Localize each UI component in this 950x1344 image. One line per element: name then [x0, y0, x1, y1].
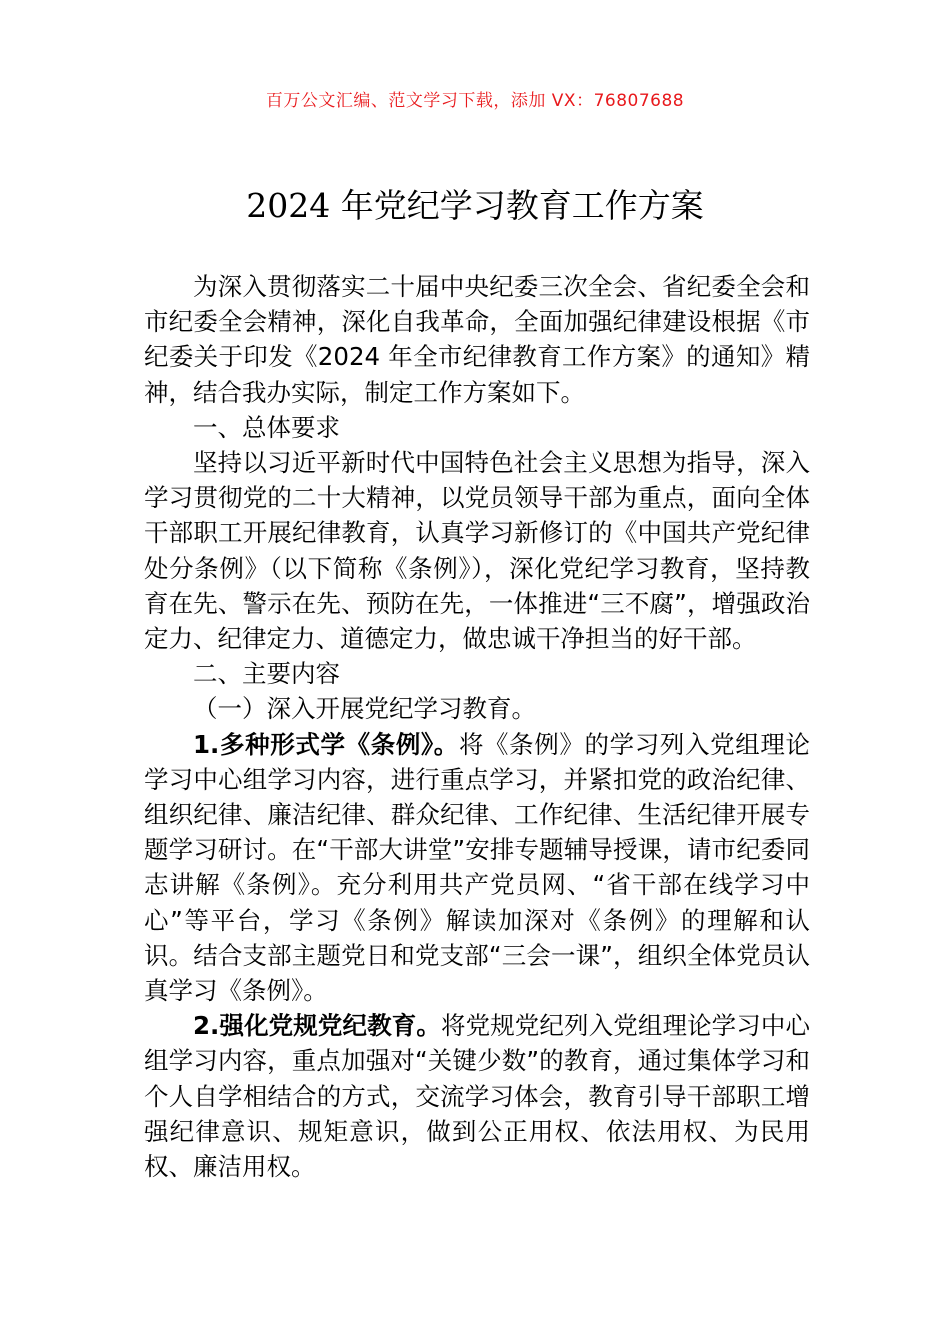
item-2-text: 将党规党纪列入党组理论学习中心组学习内容，重点加强对“关键少数”的教育，通过集体学习和个人自学相结合的方式，交流学习体会，教育引导干部职工增强纪律意识、规矩意识，做到公正用权、依法用权、为民用权、廉洁用权。	[144, 1011, 811, 1182]
document-body	[144, 269, 810, 1184]
section-1-paragraph: 坚持以习近平新时代中国特色社会主义思想为指导，深入学习贯彻党的二十大精神，以党员领导干部为重点，面向全体干部职工开展纪律教育，认真学习新修订的《中国共产党纪律处分条例》（以下简称《条例》），深化党纪学习教育，坚持教育在先、警示在先、预防在先，一体推进“三不腐”，增强政治定力、纪律定力、道德定力，做忠诚干净担当的好干部。	[144, 448, 810, 654]
item-1-paragraph	[144, 727, 810, 1009]
subsection-1-heading: （一）深入开展党纪学习教育。	[193, 694, 536, 724]
document-title: 2024 年党纪学习教育工作方案	[246, 186, 704, 225]
item-2-paragraph	[144, 1008, 810, 1184]
item-1-text: 将《条例》的学习列入党组理论学习中心组学习内容，进行重点学习，并紧扣党的政治纪律、组织纪律、廉洁纪律、群众纪律、工作纪律、生活纪律开展专题学习研讨。在“干部大讲堂”安排专题辅导授课，请市纪委同志讲解《条例》。充分利用共产党员网、“省干部在线学习中心”等平台，学习《条例》解读加深对《条例》的理解和认识。结合支部主题党日和党支部“三会一课”，组织全体党员认真学习《条例》。	[144, 729, 811, 1006]
intro-paragraph: 为深入贯彻落实二十届中央纪委三次全会、省纪委全会和市纪委全会精神，深化自我革命，全面加强纪律建设根据《市纪委关于印发《2024 年全市纪律教育工作方案》的通知》精神，结合我办实际，制定工作方案如下。	[144, 272, 810, 407]
item-2-label: 2.强化党规党纪教育。	[193, 1011, 441, 1041]
section-2-heading: 二、主要内容	[193, 659, 340, 689]
item-1-label: 1.多种形式学《条例》。	[193, 729, 459, 759]
section-1-heading: 一、总体要求	[193, 412, 340, 442]
header-watermark-note: 百万公文汇编、范文学习下载，添加 VX：76807688	[265, 91, 685, 111]
